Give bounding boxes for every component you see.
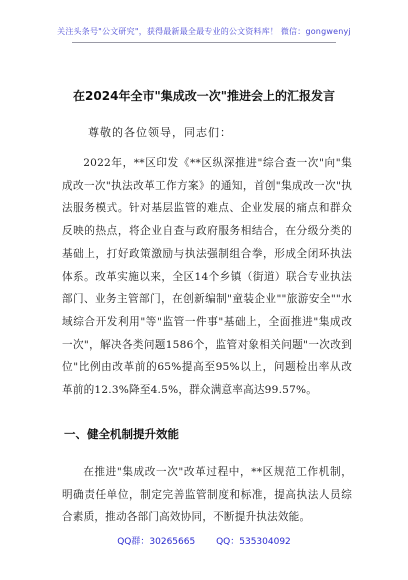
section-heading: 一、健全机制提升效能 (64, 427, 179, 441)
header-divider (72, 42, 336, 43)
paragraph: 在推进"集成改一次"改革过程中，**区规范工作机制，明确责任单位，制定完善监管制度和标准，提高执法人员综合素质，推动各部门高效协同，不断提升执法效能。 (62, 466, 352, 524)
contact-footer (0, 534, 408, 547)
document-title: 在2024年全市"集成改一次"推进会上的汇报发言 (73, 89, 335, 103)
promo-banner: 关注头条号"公文研究"，获得最新最全最专业的公文资料库！ 微信：gongwenyj (57, 27, 351, 36)
qq-group-label: QQ群：30265665 (117, 537, 196, 547)
paragraph: 2022年，**区印发《**区纵深推进"综合查一次"向"集成改一次"执法改革工作方案》的通知，首创"集成改一次"执法服务模式。针对基层监管的难点、企业发展的痛点和群众反映的热点，将企业自查与政府服务相结合，在分级分类的基础上，打好政策激励与执法强制组合拳，形成全闭环执法体系。改革实施以来，全区14个乡镇（街道）联合专业执法部门、业务主管部门，在创新编制"童装企业""旅游安全""水域综合开发利用"等"监管一件事"基础上，全面推进"集成改一次"，解决各类问题1586个，监管对象相关问题"一次改到位"比例由改革前的65%提高至95%以上，问题检出率从改革前的12.3%降至4.5%，群众满意率高达99.57%。 (62, 157, 352, 397)
salutation: 尊敬的各位领导，同志们： (88, 126, 232, 139)
qq-contact-label: QQ：535304092 (216, 537, 291, 547)
